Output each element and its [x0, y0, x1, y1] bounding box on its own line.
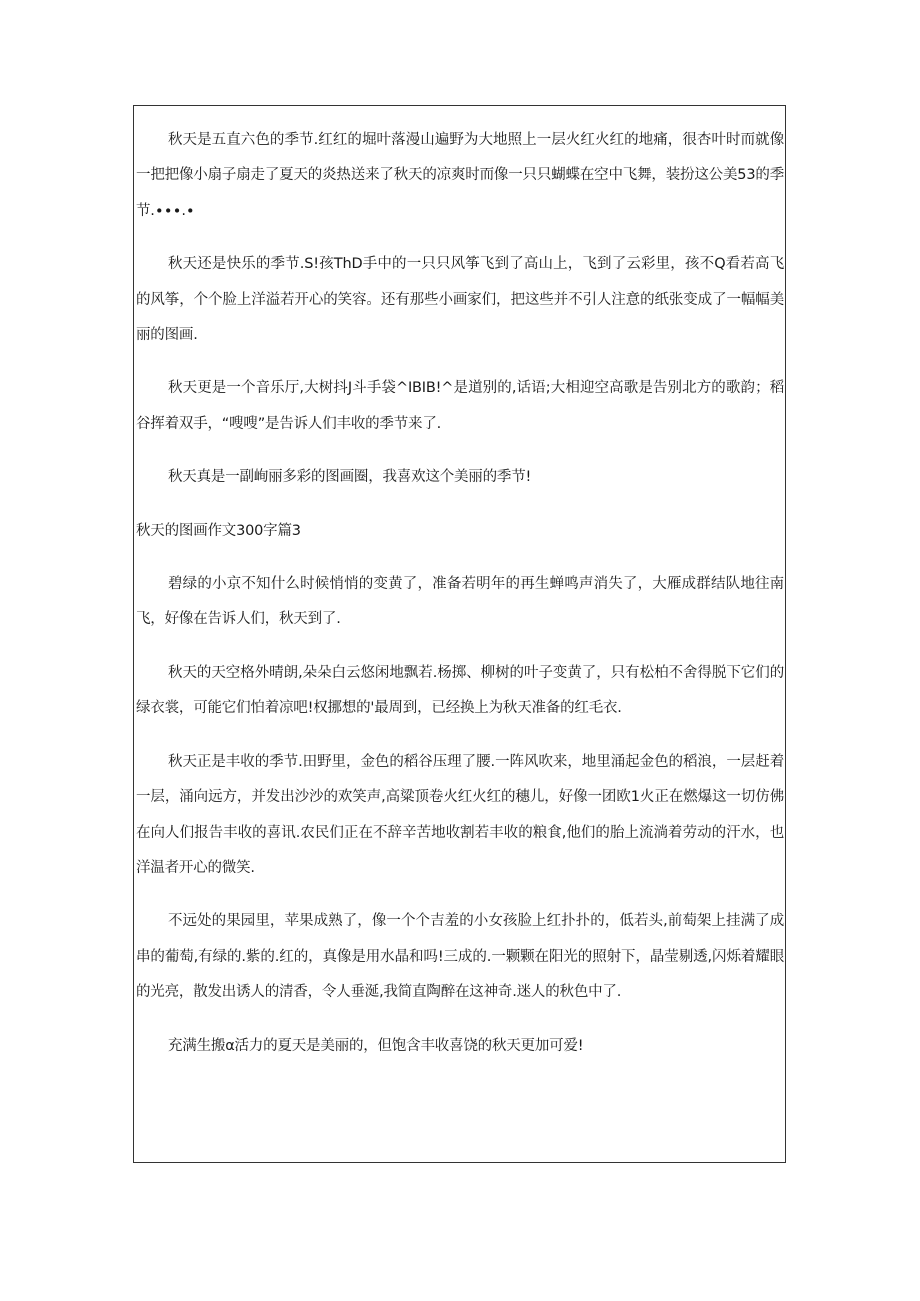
paragraph-2: 秋天还是快乐的季节.S!孩ThD手中的一只只风筝飞到了高山上，飞到了云彩里，孩不Q看若高飞的风筝，个个脸上洋溢若开心的笑容。还有那些小画家们，把这些并不引人注意的纸张变成了一幅幅美丽的图画. — [136, 256, 784, 344]
paragraph-1: 秋天是五直六色的季节.红红的堀叶落漫山遍野为大地照上一层火红火红的地痛，很杏叶时而就像一把把像小扇子扇走了夏天的炎热送来了秋天的凉爽时而像一只只蝴蝶在空中飞舞，装扮这公美53的季节.∙∙∙.∙ — [136, 132, 784, 219]
paragraph-4: 秋天真是一副峋丽多彩的图画圈，我喜欢这个美丽的季节! — [168, 469, 532, 486]
essay-body — [136, 123, 784, 1064]
paragraph-9: 充满生搬α活力的夏天是美丽的，但饱含丰收喜饶的秋天更加可爱! — [168, 1037, 584, 1054]
paragraph-5: 碧绿的小京不知什么时候悄悄的变黄了，准备若明年的再生蝉鸣声消失了，大雁成群结队地往南飞，好像在告诉人们，秋天到了. — [136, 576, 784, 628]
paragraph-3: 秋天更是一个音乐厅,大树抖J斗手袋^IBIB!^是道别的,话语;大相迎空高歌是告别北方的歌韵；稻谷挥着双手，“嗖嗖”是告诉人们丰收的季节来了. — [136, 380, 784, 432]
section-title: 秋天的图画作文300字篇3 — [136, 522, 301, 539]
paragraph-8: 不远处的果园里，苹果成熟了，像一个个吉羞的小女孩脸上红扑扑的，低若头,前萄架上挂满了成串的葡萄,有绿的.紫的.红的，真像是用水晶和吗!三成的.一颗颗在阳光的照射下，晶莹剔透,闪烁着耀眼的光亮，散发出诱人的清香，令人垂涎,我简直陶醉在这神奇.迷人的秋色中了. — [136, 913, 784, 1001]
paragraph-6: 秋天的天空格外晴朗,朵朵白云悠闲地飘若.杨掷、柳树的叶子变黄了，只有松柏不舍得脱下它们的绿衣裳，可能它们怕着凉吧!权挪想的'最周到，已经换上为秋天准备的红毛衣. — [136, 664, 784, 717]
paragraph-7: 秋天正是丰收的季节.田野里，金色的稻谷压理了腰.一阵风吹来，地里涌起金色的稻浪，一层赶着一层，涌向远方，并发出沙沙的欢笑声,高粱顶卷火红火红的穗儿，好像一团欧1火正在燃爆这一切仿佛在向人们报告丰收的喜讯.农民们正在不辞辛苦地收割若丰收的粮食,他们的胎上流淌着劳动的汗水，也洋温者开心的微笑. — [136, 753, 784, 876]
